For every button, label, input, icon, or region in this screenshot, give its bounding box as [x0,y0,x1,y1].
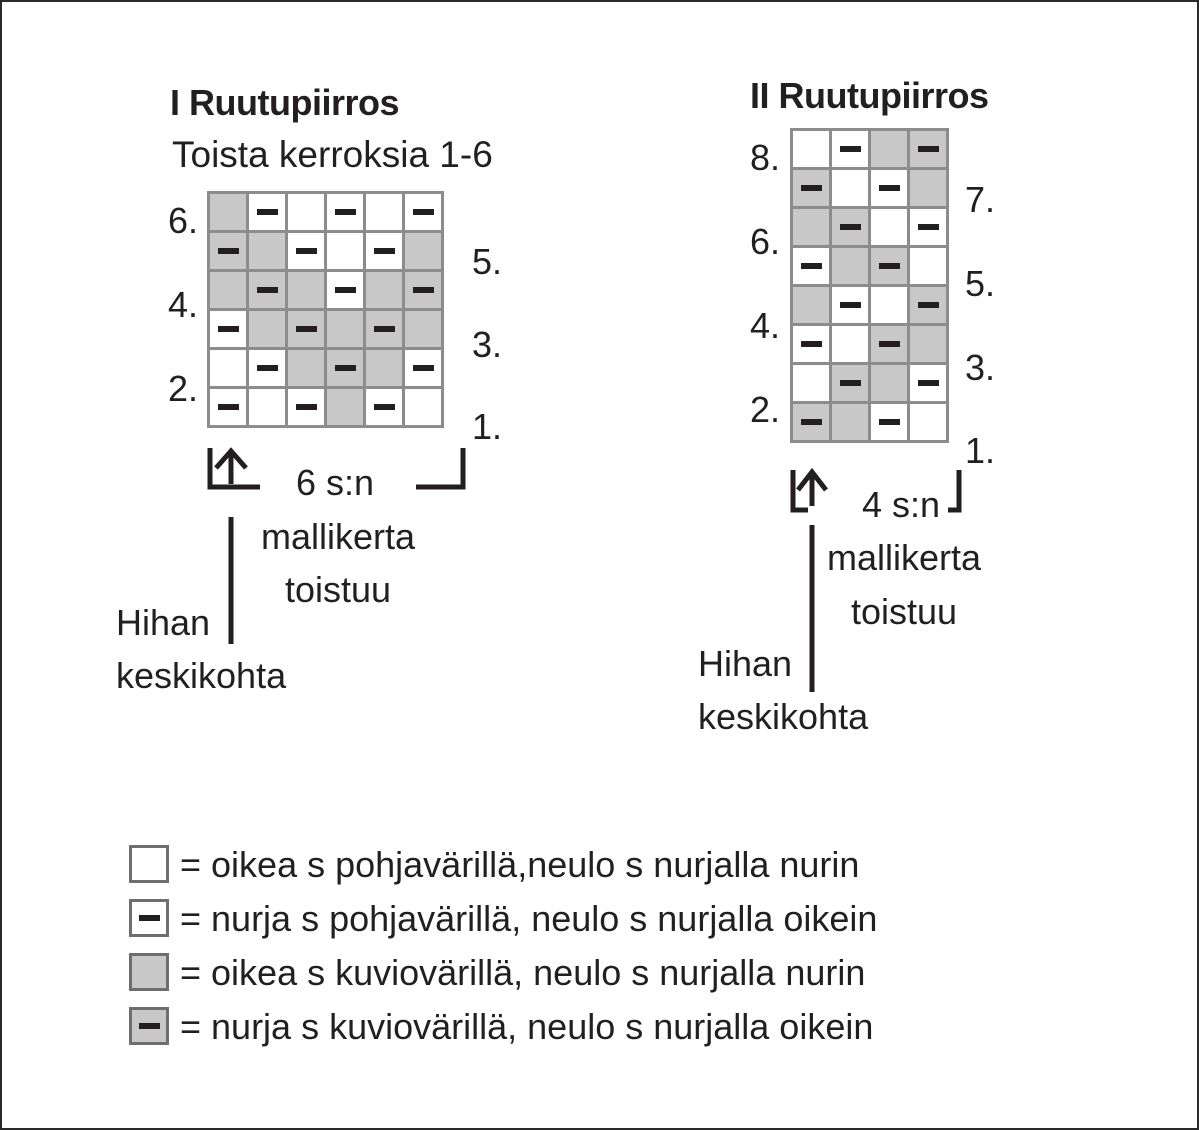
chart1-repeat-caption-2: toistuu [284,569,392,610]
chart2-row-label-5: 5. [965,263,996,304]
legend-text-purl-base: = nurja s pohjavärillä, neulo s nurjalla oikein [180,898,878,939]
legend-text-knit-pattern: = oikea s kuviovärillä, neulo s nurjalla nurin [180,952,866,993]
chart1-row-label-5: 5. [472,241,503,282]
chart2-row-label-3: 3. [965,347,996,388]
legend-text-purl-pattern: = nurja s kuviovärillä, neulo s nurjalla oikein [180,1006,874,1047]
chart2-row-label-1: 1. [965,430,996,471]
chart2-row-label-7: 7. [965,179,996,220]
chart1-center-label-1: Hihan [116,602,211,643]
chart2-center-label-1: Hihan [698,643,793,684]
chart2-repeat-caption-1: mallikerta [826,537,982,578]
chart2-row-label-4: 4. [750,305,781,346]
chart1-row-label-6: 6. [168,200,199,241]
chart1-center-label-2: keskikohta [116,655,287,696]
chart2-row-label-8: 8. [750,137,781,178]
purl-dash-icon [139,915,160,921]
legend-text-knit-base: = oikea s pohjavärillä,neulo s nurjalla nurin [180,844,860,885]
chart1-repeat-label: 6 s:n [296,462,375,503]
legend-swatch-purl-base [129,899,169,937]
legend-swatch-knit-base [129,845,169,883]
purl-dash-icon [139,1023,160,1029]
legend-swatch-purl-pattern [129,1007,169,1045]
chart1-row-label-3: 3. [472,324,503,365]
chart1-repeat-caption-1: mallikerta [260,516,416,557]
chart2-row-label-2: 2. [750,389,781,430]
chart1-row-label-1: 1. [472,406,503,447]
legend-swatch-knit-pattern [129,953,169,991]
chart2-row-label-6: 6. [750,221,781,262]
chart1-repeat-bracket-right [416,448,463,487]
chart1-title: I Ruutupiirros [170,82,399,123]
chart2-repeat-caption-2: toistuu [850,591,958,632]
chart2-repeat-bracket-right [948,470,959,510]
chart1-row-label-4: 4. [168,284,199,325]
chart2-repeat-label: 4 s:n [862,484,941,525]
chart1-subtitle: Toista kerroksia 1-6 [172,134,493,175]
chart2-title: II Ruutupiirros [750,75,989,116]
chart1-row-label-2: 2. [168,368,199,409]
chart2-center-label-2: keskikohta [698,696,869,737]
